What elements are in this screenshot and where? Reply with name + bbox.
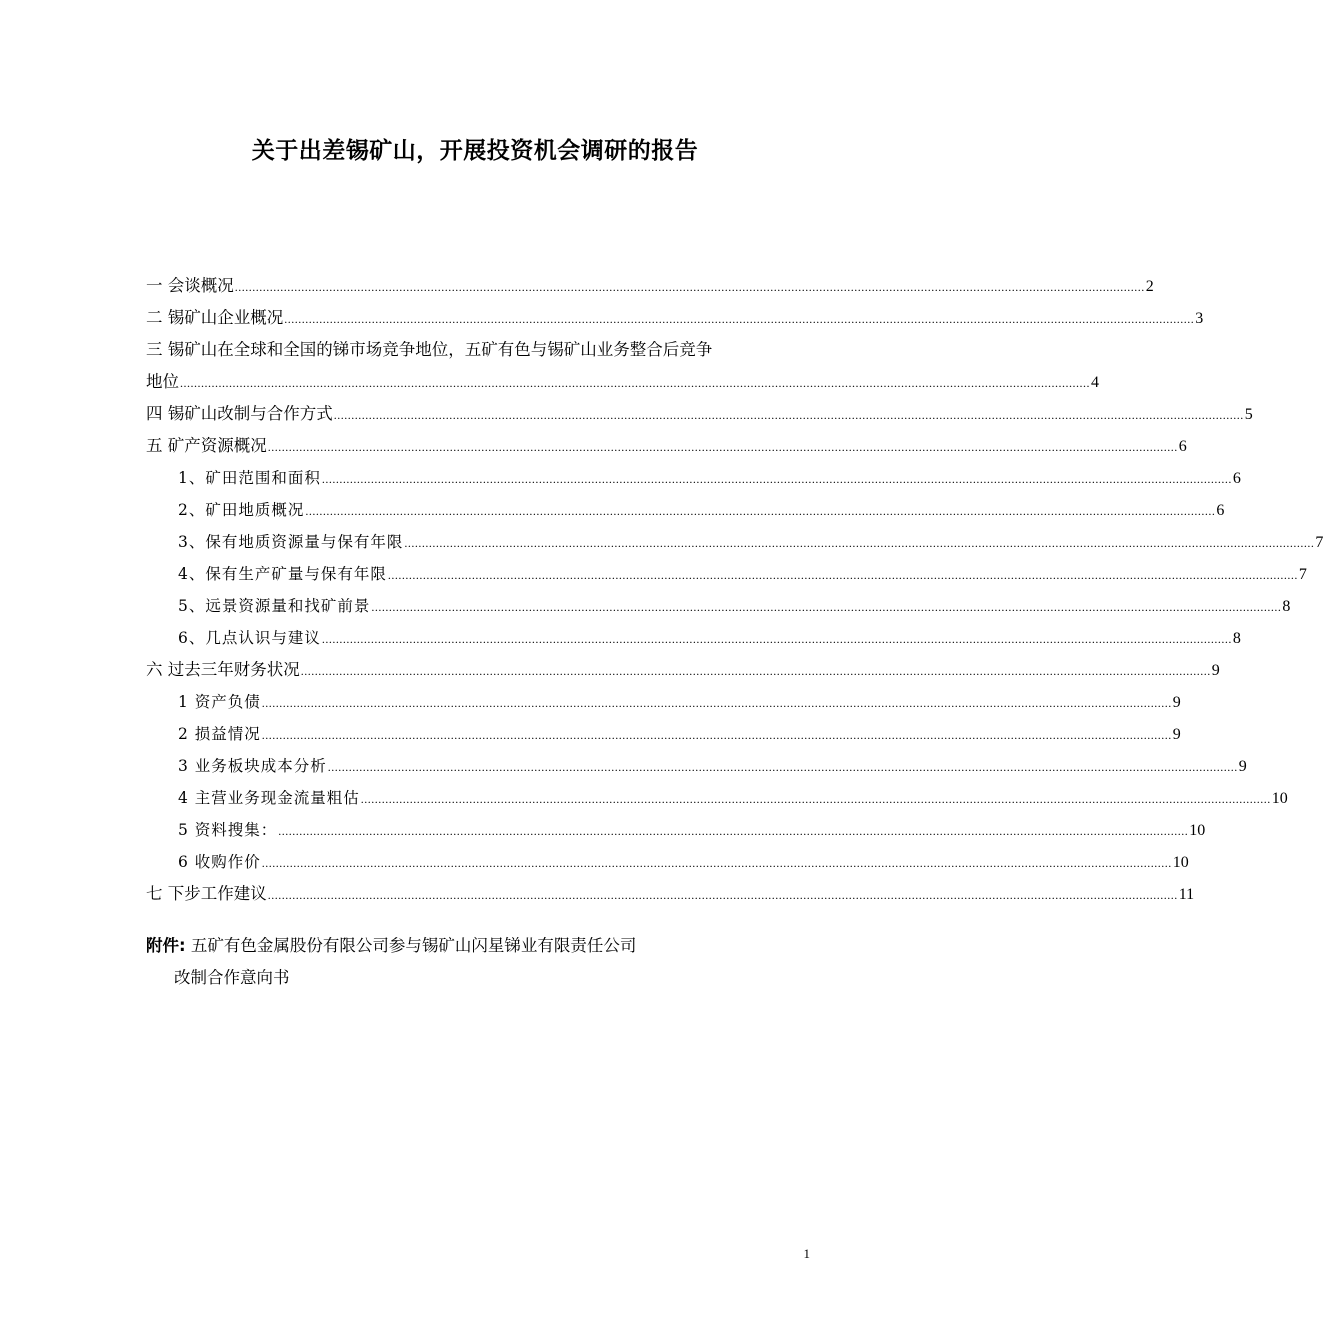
table-of-contents <box>146 270 1323 910</box>
toc-entry-label: 6、几点认识与建议 <box>178 629 321 647</box>
toc-leader-dots: .................................................................................................................................................................................................................................................................... <box>180 376 1090 390</box>
toc-entry-page: 8 <box>1282 598 1291 615</box>
toc-entry-label: 一 会谈概况 <box>146 276 234 295</box>
toc-entry-label: 5、远景资源量和找矿前景 <box>178 597 371 615</box>
toc-leader-dots: .................................................................................................................................................................................................................................................................... <box>305 504 1216 518</box>
toc-leader-dots: .................................................................................................................................................................................................................................................................... <box>333 408 1244 422</box>
toc-subentry[interactable] <box>146 590 1291 622</box>
toc-entry-page: 10 <box>1172 854 1189 871</box>
toc-leader-dots: .................................................................................................................................................................................................................................................................... <box>261 696 1172 710</box>
toc-entry-page: 6 <box>1232 470 1241 487</box>
toc-subentry[interactable] <box>146 558 1307 590</box>
attachment-line-2: 改制合作意向书 <box>174 968 290 987</box>
toc-entry-label: 6 收购作价 <box>178 853 261 871</box>
toc-entry-label: 4 主营业务现金流量粗估 <box>178 789 360 807</box>
toc-entry-label: 五 矿产资源概况 <box>146 436 267 455</box>
attachment-note <box>146 930 806 994</box>
toc-entry-label: 1、矿田范围和面积 <box>178 469 321 487</box>
page-number: 1 <box>803 1246 810 1261</box>
toc-entry-label: 地位 <box>146 372 179 391</box>
toc-leader-dots: .................................................................................................................................................................................................................................................................... <box>321 632 1232 646</box>
toc-entry-page: 2 <box>1145 278 1154 295</box>
toc-entry-page: 7 <box>1315 534 1323 551</box>
toc-entry-label: 二 锡矿山企业概况 <box>146 308 284 327</box>
toc-entry-page: 9 <box>1172 694 1181 711</box>
toc-entry-label: 四 锡矿山改制与合作方式 <box>146 404 333 423</box>
toc-entry[interactable] <box>146 398 1253 430</box>
toc-leader-dots: .................................................................................................................................................................................................................................................................... <box>371 600 1282 614</box>
toc-entry-label: 2、矿田地质概况 <box>178 501 305 519</box>
toc-entry-page: 5 <box>1244 406 1253 423</box>
toc-entry-label: 4、保有生产矿量与保有年限 <box>178 565 387 583</box>
toc-subentry[interactable] <box>146 814 1206 846</box>
toc-leader-dots: .................................................................................................................................................................................................................................................................... <box>261 856 1172 870</box>
toc-entry-page: 10 <box>1189 822 1206 839</box>
toc-entry-label: 3、保有地质资源量与保有年限 <box>178 533 404 551</box>
toc-leader-dots: .................................................................................................................................................................................................................................................................... <box>261 728 1172 742</box>
toc-entry-page: 6 <box>1178 438 1187 455</box>
toc-subentry[interactable] <box>146 494 1225 526</box>
toc-entry-label: 1 资产负债 <box>178 693 261 711</box>
toc-entry-label: 3 业务板块成本分析 <box>178 757 327 775</box>
attachment-text-1: 五矿有色金属股份有限公司参与锡矿山闪星锑业有限责任公司 <box>185 936 637 955</box>
toc-leader-dots: .................................................................................................................................................................................................................................................................... <box>234 280 1145 294</box>
attachment-line-1 <box>146 930 806 962</box>
toc-entry-page: 4 <box>1091 374 1099 391</box>
toc-entry[interactable] <box>146 878 1195 910</box>
document-title: 关于出差锡矿山，开展投资机会调研的报告 <box>251 138 699 164</box>
toc-leader-dots: .................................................................................................................................................................................................................................................................... <box>321 472 1232 486</box>
toc-leader-dots: .................................................................................................................................................................................................................................................................... <box>300 664 1211 678</box>
toc-subentry[interactable] <box>146 846 1189 878</box>
toc-entry[interactable] <box>146 654 1220 686</box>
toc-entry-label: 5 资料搜集： <box>178 821 278 839</box>
toc-entry-page: 6 <box>1216 502 1225 519</box>
toc-leader-dots: .................................................................................................................................................................................................................................................................... <box>267 440 1178 454</box>
toc-entry-label: 2 损益情况 <box>178 725 261 743</box>
toc-entry-multiline[interactable] <box>146 334 1099 398</box>
toc-leader-dots: .................................................................................................................................................................................................................................................................... <box>267 888 1178 902</box>
toc-entry-label: 七 下步工作建议 <box>146 884 267 903</box>
toc-leader-dots: .................................................................................................................................................................................................................................................................... <box>387 568 1298 582</box>
toc-entry-page: 7 <box>1298 566 1307 583</box>
toc-entry-page: 11 <box>1178 886 1195 903</box>
toc-entry-page: 9 <box>1172 726 1181 743</box>
toc-entry <box>146 366 1099 398</box>
toc-entry-label: 六 过去三年财务状况 <box>146 660 300 679</box>
toc-entry[interactable] <box>146 302 1204 334</box>
toc-subentry[interactable] <box>146 718 1181 750</box>
toc-subentry[interactable] <box>146 686 1181 718</box>
toc-subentry[interactable] <box>146 622 1241 654</box>
toc-entry-page: 3 <box>1195 310 1204 327</box>
toc-entry[interactable] <box>146 270 1154 302</box>
toc-entry[interactable] <box>146 430 1187 462</box>
toc-entry-page: 10 <box>1271 790 1288 807</box>
toc-leader-dots: .................................................................................................................................................................................................................................................................... <box>360 792 1271 806</box>
toc-entry-label-line1: 三 锡矿山在全球和全国的锑市场竞争地位，五矿有色与锡矿山业务整合后竞争 <box>146 340 713 359</box>
toc-entry-page: 9 <box>1238 758 1247 775</box>
toc-leader-dots: .................................................................................................................................................................................................................................................................... <box>284 312 1195 326</box>
toc-leader-dots: .................................................................................................................................................................................................................................................................... <box>404 536 1315 550</box>
attachment-label: 附件: <box>146 936 186 955</box>
toc-leader-dots: .................................................................................................................................................................................................................................................................... <box>327 760 1238 774</box>
toc-subentry[interactable] <box>146 462 1241 494</box>
toc-entry-page: 8 <box>1232 630 1241 647</box>
toc-subentry[interactable] <box>146 782 1288 814</box>
toc-subentry[interactable] <box>146 750 1247 782</box>
toc-leader-dots: .................................................................................................................................................................................................................................................................... <box>278 824 1189 838</box>
toc-entry-page: 9 <box>1211 662 1220 679</box>
toc-subentry[interactable] <box>146 526 1323 558</box>
